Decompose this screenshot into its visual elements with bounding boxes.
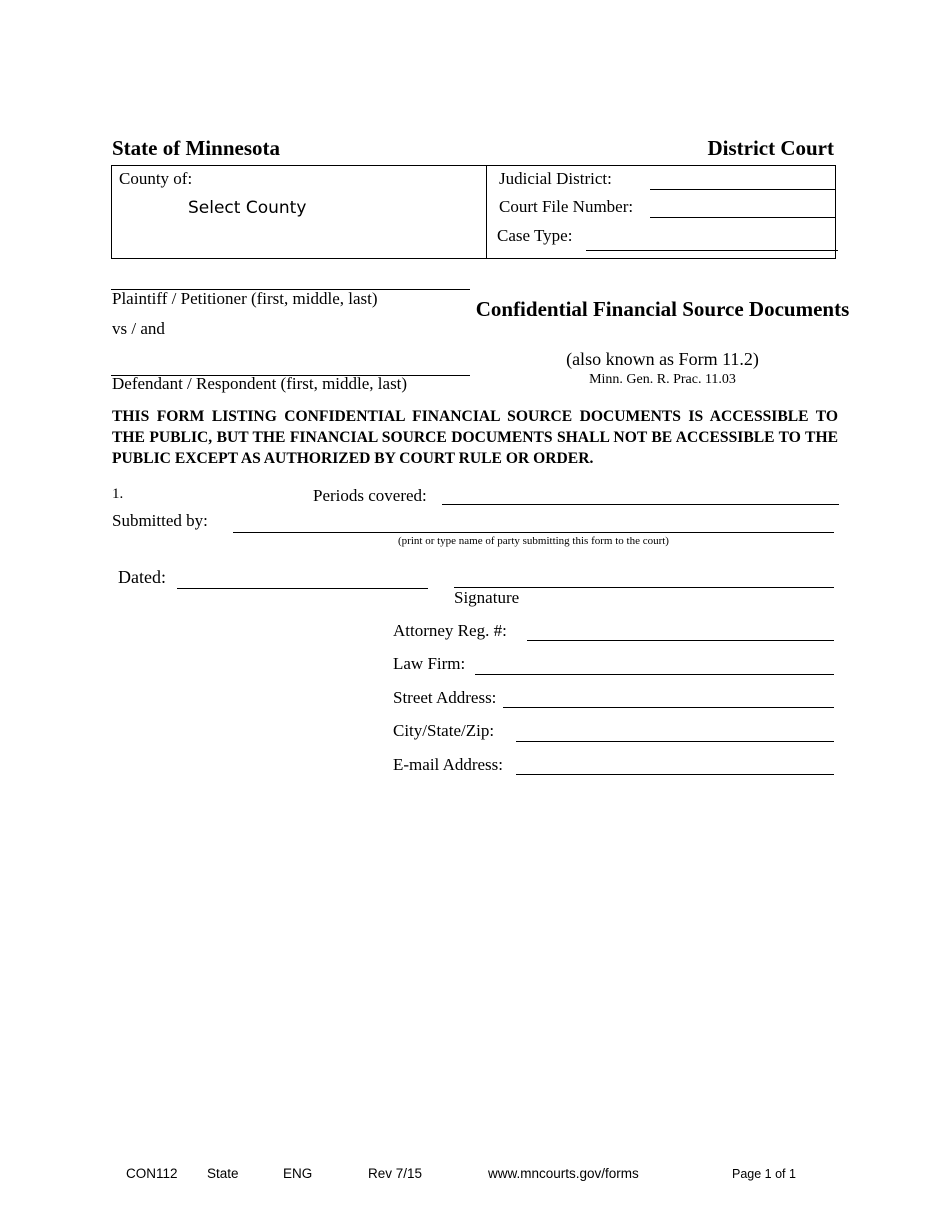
footer-revision: Rev 7/15 bbox=[368, 1166, 423, 1181]
vs-label: vs / and bbox=[112, 319, 165, 338]
caption-divider bbox=[486, 166, 487, 258]
email-label: E-mail Address: bbox=[393, 755, 504, 774]
page-footer bbox=[0, 1166, 950, 1186]
law-firm-field[interactable] bbox=[475, 674, 834, 675]
attorney-reg-field[interactable] bbox=[527, 640, 834, 641]
email-field[interactable] bbox=[516, 774, 834, 775]
periods-covered-label: Periods covered: bbox=[313, 486, 427, 505]
plaintiff-label: Plaintiff / Petitioner (first, middle, last) bbox=[112, 289, 378, 308]
footer-jurisdiction: State bbox=[207, 1166, 239, 1181]
city-state-zip-field[interactable] bbox=[516, 741, 834, 742]
case-type-field[interactable] bbox=[586, 250, 838, 251]
dated-field[interactable] bbox=[177, 588, 428, 589]
court-file-number-label: Court File Number: bbox=[499, 197, 634, 216]
submitted-by-field[interactable] bbox=[233, 532, 834, 533]
dated-label: Dated: bbox=[118, 567, 166, 587]
caption-box bbox=[111, 165, 836, 259]
submitted-by-note: (print or type name of party submitting this form to the court) bbox=[398, 535, 669, 547]
court-title: District Court bbox=[707, 136, 834, 160]
case-type-label: Case Type: bbox=[497, 226, 573, 245]
signature-label: Signature bbox=[454, 588, 520, 607]
street-address-field[interactable] bbox=[503, 707, 834, 708]
county-label: County of: bbox=[119, 169, 193, 188]
city-state-zip-label: City/State/Zip: bbox=[393, 721, 495, 740]
court-rule-reference: Minn. Gen. R. Prac. 11.03 bbox=[589, 372, 736, 387]
form-code: CON112 bbox=[126, 1166, 178, 1181]
footer-website-link[interactable]: www.mncourts.gov/forms bbox=[488, 1166, 639, 1181]
item-number: 1. bbox=[112, 486, 124, 502]
law-firm-label: Law Firm: bbox=[393, 654, 466, 673]
public-access-notice: THIS FORM LISTING CONFIDENTIAL FINANCIAL SOURCE DOCUMENTS IS ACCESSIBLE TO THE PUBLIC, BUT THE FINANCIAL SOURCE DOCUMENTS SHALL NOT BE ACCESSIBLE TO THE PUBLIC EXCEPT AS AUTHORIZED BY COURT RULE OR ORDER. bbox=[112, 408, 838, 467]
page-number: Page 1 of 1 bbox=[732, 1167, 796, 1181]
footer-language: ENG bbox=[283, 1166, 313, 1181]
periods-covered-field[interactable] bbox=[442, 504, 839, 505]
county-select[interactable]: Select County bbox=[188, 198, 307, 218]
judicial-district-field[interactable] bbox=[650, 189, 835, 190]
judicial-district-label: Judicial District: bbox=[499, 169, 612, 188]
document-subtitle: (also known as Form 11.2) bbox=[566, 349, 759, 369]
state-title: State of Minnesota bbox=[112, 136, 280, 160]
defendant-label: Defendant / Respondent (first, middle, last) bbox=[112, 374, 408, 393]
document-title: Confidential Financial Source Documents bbox=[475, 297, 850, 321]
court-file-number-field[interactable] bbox=[650, 217, 835, 218]
attorney-reg-label: Attorney Reg. #: bbox=[393, 621, 507, 640]
street-address-label: Street Address: bbox=[393, 688, 497, 707]
submitted-by-label: Submitted by: bbox=[112, 511, 208, 530]
